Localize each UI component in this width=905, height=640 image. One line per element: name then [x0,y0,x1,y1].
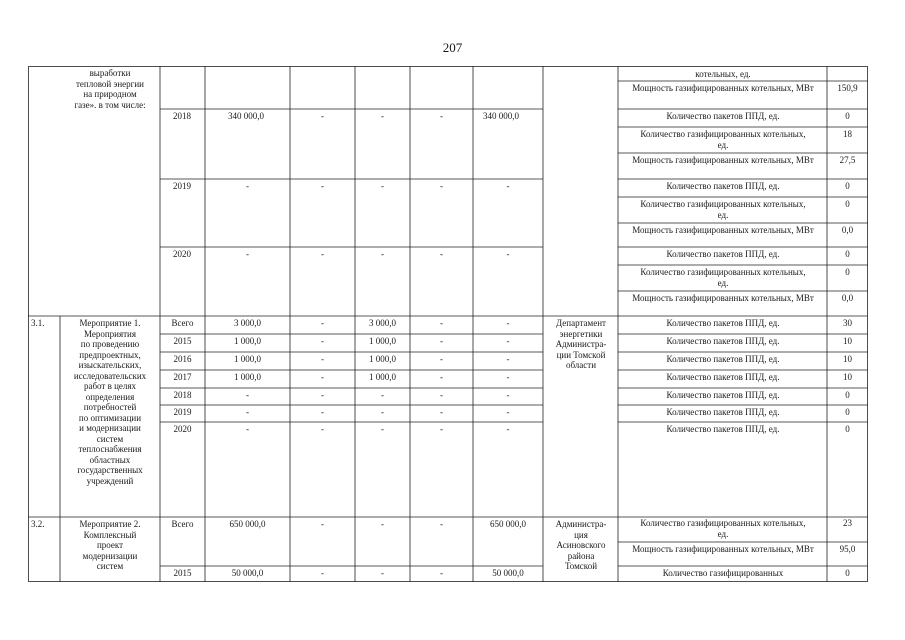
indicator-name: Количество пакетов ППД, ед. [666,318,780,328]
indicator-name: Мощность газифицированных котельных, МВт [632,155,814,165]
year-cell: 2018 [173,390,192,400]
indicator-value: 0 [845,390,850,400]
fed-cell: - [321,424,324,434]
indicator-name: Мощность газифицированных котельных, МВт [632,225,814,235]
indicator-name: Количество пакетов ППД, ед. [666,407,780,417]
loc-cell: - [440,336,443,346]
other-cell: - [506,390,510,400]
other-cell: 340 000,0 [483,111,519,121]
reg-cell: - [381,390,384,400]
indicator-value: 30 [843,318,852,328]
year-cell: 2018 [173,111,191,121]
fed-cell: - [321,354,324,364]
year-cell: 2015 [173,336,192,346]
other-cell: - [506,249,510,259]
year-cell: 2020 [173,249,191,259]
other-cell: - [506,336,510,346]
indicator-value: 18 [843,129,852,139]
indicator-value: 0 [845,249,850,259]
reg-cell: - [381,181,384,191]
indicator-name: Мощность газифицированных котельных, МВт [632,544,814,554]
reg-cell: - [381,407,384,417]
indicator-value: 0,0 [841,225,854,235]
reg-cell: - [381,249,384,259]
indicator-name: Количество газифицированных котельных, ед. [640,518,806,539]
indicator-value: 10 [843,354,852,364]
indicator-name: Количество газифицированных котельных, ед. [640,129,806,150]
loc-cell: - [440,519,443,529]
year-cell: 2019 [173,407,192,417]
indicator-name: Количество газифицированных котельных, ед. [640,199,806,220]
executor: Администра- ция Асиновского района Томской [555,519,607,571]
indicator-name: Количество пакетов ППД, ед. [666,372,780,382]
indicator-value: 23 [843,518,852,528]
indicator-name: Количество пакетов ППД, ед. [666,390,780,400]
fed-cell: - [321,407,324,417]
loc-cell: - [440,249,443,259]
measure-number: 3.1. [31,318,45,328]
other-cell: - [506,424,510,434]
loc-cell: - [440,407,443,417]
year-cell: 2017 [173,372,192,382]
fed-cell: - [321,336,324,346]
fed-cell: - [321,181,324,191]
other-cell: - [506,372,510,382]
indicator-value: 0 [845,267,850,277]
year-cell: 2020 [173,424,192,434]
loc-cell: - [440,181,443,191]
reg-cell: 1 000,0 [369,354,396,364]
year-cell: 2015 [173,568,192,578]
program-table [28,66,868,582]
indicator-name: Мощность газифицированных котельных, МВт [632,83,814,93]
reg-cell: - [381,424,384,434]
other-cell: - [506,354,510,364]
loc-cell: - [440,372,443,382]
fed-cell: - [321,372,324,382]
fed-cell: - [321,519,324,529]
indicator-name: Количество пакетов ППД, ед. [666,336,780,346]
indicator-value: 0 [845,424,850,434]
total-cell: 1 000,0 [234,336,261,346]
total-cell: 650 000,0 [229,519,266,529]
reg-cell: 1 000,0 [369,336,396,346]
indicator-value: 0 [845,181,850,191]
indicator-name: Количество газифицированных котельных, ед. [640,267,806,288]
total-cell: 340 000,0 [228,111,264,121]
reg-cell: - [381,111,384,121]
reg-cell: 3 000,0 [369,318,396,328]
fed-cell: - [321,390,324,400]
total-cell: - [246,390,249,400]
measure-number: 3.2. [31,519,45,529]
indicator-name: Количество пакетов ППД, ед. [666,181,780,191]
measure-name: Мероприятие 2. Комплексный проект модернизации систем [79,519,141,571]
loc-cell: - [440,424,443,434]
loc-cell: - [440,111,443,121]
fed-cell: - [321,318,324,328]
total-cell: 3 000,0 [234,318,261,328]
year-cell: Всего [171,519,194,529]
indicator-value: 0,0 [841,293,854,303]
indicator-name: Количество пакетов ППД, ед. [666,111,780,121]
year-cell: Всего [171,318,194,328]
loc-cell: - [440,354,443,364]
indicator-value: 10 [843,336,852,346]
measure-name: Мероприятие 1. Мероприятия по проведению предпроектных, изыскательских, исследовательских работ в целях определения потребностей по оптимизации и модернизации систем теплоснабжения областных государственных учреждений [73,318,147,486]
total-cell: - [246,249,249,259]
total-cell: 1 000,0 [234,354,261,364]
total-cell: - [246,181,249,191]
other-cell: 650 000,0 [490,519,526,529]
executor: Департамент энергетики Администра- ции Томской области [555,318,607,370]
total-cell: - [246,407,249,417]
total-cell: - [246,424,249,434]
indicator-name: Количество пакетов ППД, ед. [666,249,780,259]
other-cell: 50 000,0 [492,568,524,578]
indicator-value: 10 [843,372,852,382]
fed-cell: - [321,568,324,578]
fed-cell: - [321,111,324,121]
indicator-value: 0 [845,111,850,121]
loc-cell: - [440,390,443,400]
indicator-name: Мощность газифицированных котельных, МВт [632,293,814,303]
indicator-name: Количество пакетов ППД, ед. [666,354,780,364]
total-cell: 1 000,0 [234,372,261,382]
fed-cell: - [321,249,324,259]
reg-cell: 1 000,0 [369,372,396,382]
total-cell: 50 000,0 [231,568,264,578]
other-cell: - [506,318,510,328]
indicator-name: Количество газифицированных [662,568,784,578]
indicator-value: 27,5 [839,155,856,165]
loc-cell: - [440,318,443,328]
top-measure-name: выработки тепловой энергии на природном газе». в том числе: [74,68,146,110]
other-cell: - [506,181,510,191]
page-number: 207 [442,40,463,55]
other-cell: - [506,407,510,417]
year-cell: 2016 [173,354,192,364]
indicator-name: котельных, ед. [695,69,751,79]
indicator-value: 0 [845,407,850,417]
indicator-name: Количество пакетов ППД, ед. [666,424,780,434]
year-cell: 2019 [173,181,191,191]
indicator-value: 95,0 [839,544,856,554]
indicator-value: 0 [845,199,850,209]
reg-cell: - [381,519,384,529]
indicator-value: 150,9 [837,83,858,93]
indicator-value: 0 [845,568,850,578]
loc-cell: - [440,568,443,578]
reg-cell: - [381,568,384,578]
